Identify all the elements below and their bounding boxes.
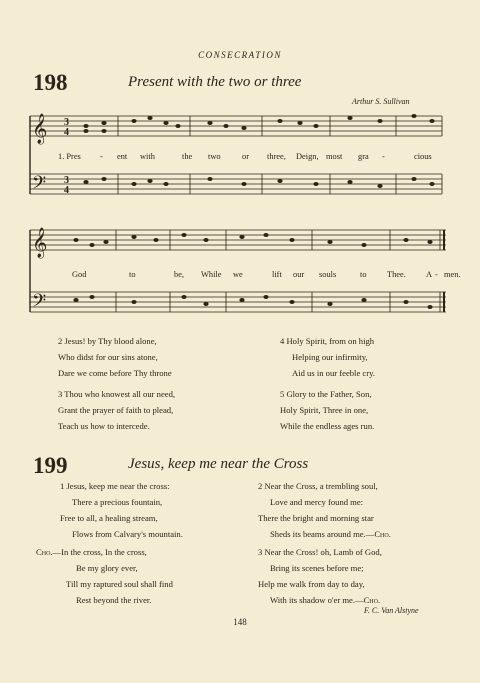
svg-text:4: 4	[64, 185, 69, 196]
verse-3	[58, 386, 175, 434]
author: F. C. Van Alstyne	[364, 606, 419, 615]
chorus-line: Till my raptured soul shall find	[66, 579, 173, 589]
syllable: men.	[444, 270, 461, 279]
hymn199-verse-2	[258, 478, 391, 542]
verse-line: Holy Spirit, Three in one,	[280, 405, 369, 415]
chorus-line: Rest beyond the river.	[76, 595, 152, 605]
syllable: Thee.	[387, 270, 406, 279]
svg-text:3: 3	[64, 175, 69, 186]
svg-text:𝄢: 𝄢	[32, 290, 47, 315]
syllable: to	[360, 270, 367, 279]
music-system-1	[30, 108, 450, 208]
syllable: A	[426, 270, 433, 279]
syllable: gra	[358, 152, 369, 161]
svg-text:𝄞: 𝄞	[32, 114, 48, 143]
hymn-title-198: Present with the two or three	[128, 74, 302, 90]
verse-line: 5 Glory to the Father, Son,	[280, 389, 372, 399]
verse-2	[58, 333, 172, 381]
syllable: -	[435, 270, 438, 279]
hymn-number-198: 198	[33, 70, 68, 95]
verse-line: 3 Near the Cross! oh, Lamb of God,	[258, 547, 382, 557]
syllable: 1. Pres	[58, 152, 81, 161]
verse-line: While the endless ages run.	[280, 421, 375, 431]
hymn-number-199: 199	[33, 453, 68, 478]
syllable: two	[208, 152, 221, 161]
hymn199-chorus	[36, 544, 173, 608]
chorus-line: Cho.—In the cross, In the cross,	[36, 547, 147, 557]
hymn-title-199: Jesus, keep me near the Cross	[128, 456, 309, 472]
syllable: be,	[174, 270, 184, 279]
verse-line: Love and mercy found me:	[270, 497, 364, 507]
syllable: Deign,	[296, 152, 319, 161]
hymn199-verse-1	[60, 478, 183, 542]
section-header: CONSECRATION	[198, 50, 282, 60]
syllable: lift	[272, 270, 282, 279]
syllable: or	[242, 152, 249, 161]
syllable: with	[140, 152, 155, 161]
verse-line: Help me walk from day to day,	[258, 579, 365, 589]
syllable: the	[182, 152, 193, 161]
page-number: 148	[233, 617, 247, 627]
verse-line: Dare we come before Thy throne	[58, 368, 172, 378]
verse-line: There a precious fountain,	[72, 497, 163, 507]
svg-text:𝄢: 𝄢	[32, 172, 47, 197]
svg-text:4: 4	[64, 127, 69, 138]
verse-line: There the bright and morning star	[258, 513, 374, 523]
verse-5	[280, 386, 374, 434]
syllable: ent	[117, 152, 128, 161]
verse-line: Sheds its beams around me.—Cho.	[270, 529, 391, 539]
svg-text:𝄞: 𝄞	[32, 228, 48, 257]
verse-line: 2 Near the Cross, a trembling soul,	[258, 481, 378, 491]
verse-line: With its shadow o'er me.—Cho.	[270, 595, 381, 605]
verse-line: Flows from Calvary's mountain.	[72, 529, 183, 539]
verse-line: Helping our infirmity,	[292, 352, 368, 362]
verse-line: Aid us in our feeble cry.	[292, 368, 375, 378]
hymn199-verse-3	[258, 544, 382, 608]
composer: Arthur S. Sullivan	[352, 97, 410, 106]
verse-line: 4 Holy Spirit, from on high	[280, 336, 375, 346]
syllable: cious	[414, 152, 432, 161]
verse-line: 3 Thou who knowest all our need,	[58, 389, 176, 399]
syllable: most	[326, 152, 343, 161]
verse-line: Who didst for our sins atone,	[58, 352, 158, 362]
verse-line: Grant the prayer of faith to plead,	[58, 405, 174, 415]
verse-line: Teach us how to intercede.	[58, 421, 150, 431]
syllable: -	[100, 152, 103, 161]
syllable: our	[293, 270, 305, 279]
verse-line: Free to all, a healing stream,	[60, 513, 158, 523]
verse-line: Bring its scenes before me;	[270, 563, 364, 573]
verse-line: 2 Jesus! by Thy blood alone,	[58, 336, 157, 346]
chorus-ref: —Cho.	[365, 529, 391, 539]
chorus-label: Cho.	[36, 547, 53, 557]
chorus-ref: —Cho.	[354, 595, 381, 605]
syllable: -	[382, 152, 385, 161]
chorus-line: Be my glory ever,	[76, 563, 138, 573]
syllable: While	[201, 270, 222, 279]
syllable: three,	[267, 152, 286, 161]
syllable: souls	[319, 270, 337, 279]
verse-line: 1 Jesus, keep me near the cross:	[60, 481, 170, 491]
syllable: to	[129, 270, 136, 279]
syllable: God	[72, 270, 87, 279]
syllable: we	[233, 270, 243, 279]
svg-text:3: 3	[64, 117, 69, 128]
verse-4	[280, 333, 375, 381]
